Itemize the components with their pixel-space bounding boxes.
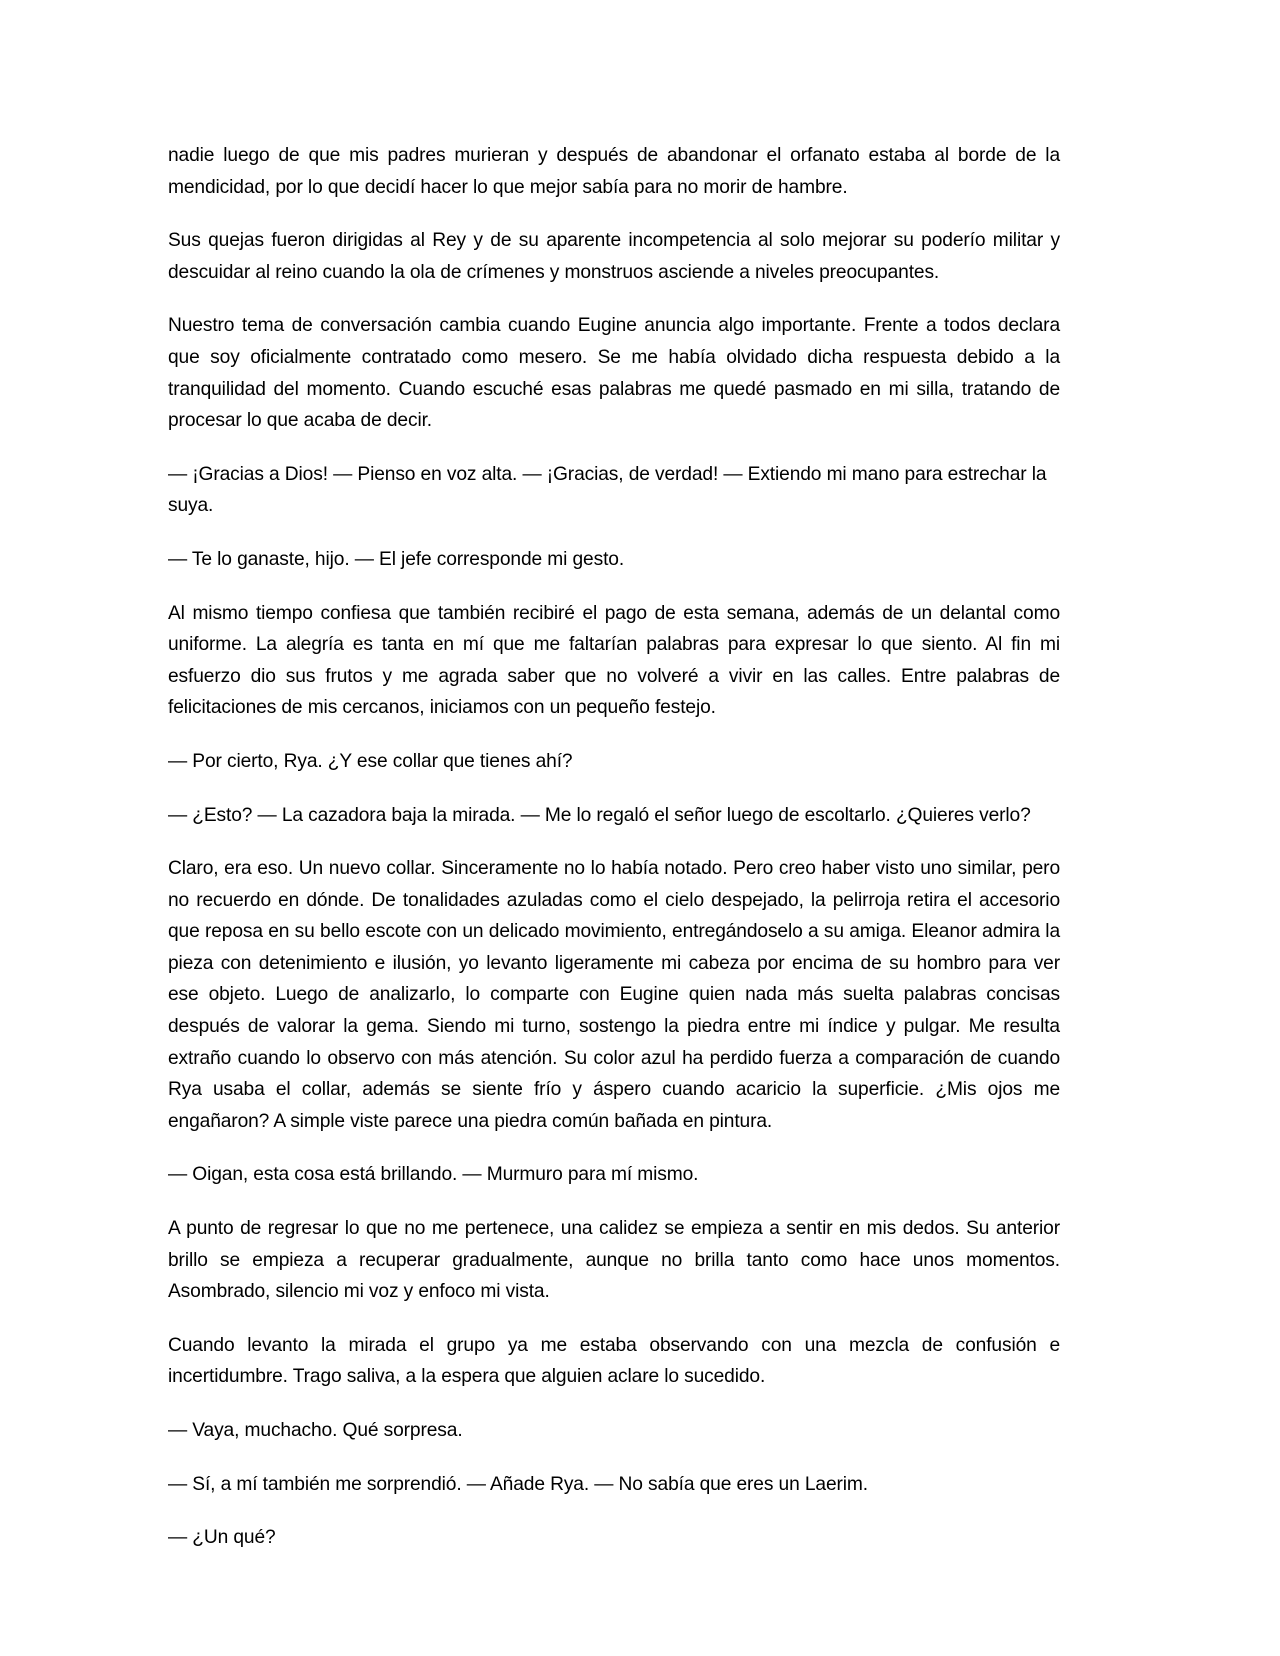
dialogue-line: — Sí, a mí también me sorprendió. — Añade Rya. — No sabía que eres un Laerim. (168, 1473, 868, 1495)
dialogue-line: — ¿Esto? — La cazadora baja la mirada. — Me lo regaló el señor luego de escoltarlo. ¿Quieres verlo? (168, 804, 1031, 826)
dialogue-line: — Por cierto, Rya. ¿Y ese collar que tienes ahí? (168, 750, 573, 772)
dialogue-line: — Oigan, esta cosa está brillando. — Murmuro para mí mismo. (168, 1164, 699, 1186)
paragraph: nadie luego de que mis padres murieran y después de abandonar el orfanato estaba al borde de la mendicidad, por lo que decidí hacer lo que mejor sabía para no morir de hambre. (168, 145, 1060, 198)
paragraph: Nuestro tema de conversación cambia cuando Eugine anuncia algo importante. Frente a todos declara que soy oficialmente contratado como mesero. Se me había olvidado dicha respuesta debido a la tranquilidad del momento. Cuando escuché esas palabras me quedé pasmado en mi silla, tratando de procesar lo que acaba de decir. (168, 315, 1060, 432)
text-column (168, 140, 1060, 1554)
paragraph: Al mismo tiempo confiesa que también recibiré el pago de esta semana, además de un delantal como uniforme. La alegría es tanta en mí que me faltarían palabras para expresar lo que siento. Al fin mi esfuerzo dio sus frutos y me agrada saber que no volveré a vivir en las calles. Entre palabras de felicitaciones de mis cercanos, iniciamos con un pequeño festejo. (168, 602, 1060, 719)
paragraph: Claro, era eso. Un nuevo collar. Sinceramente no lo había notado. Pero creo haber visto uno similar, pero no recuerdo en dónde. De tonalidades azuladas como el cielo despejado, la pelirroja retira el accesorio que reposa en su bello escote con un delicado movimiento, entregándoselo a su amiga. Eleanor admira la pieza con detenimiento e ilusión, yo levanto ligeramente mi cabeza por encima de su hombro para ver ese objeto. Luego de analizarlo, lo comparte con Eugine quien nada más suelta palabras concisas después de valorar la gema. Siendo mi turno, sostengo la piedra entre mi índice y pulgar. Me resulta extraño cuando lo observo con más atención. Su color azul ha perdido fuerza a comparación de cuando Rya usaba el collar, además se siente frío y áspero cuando acaricio la superficie. ¿Mis ojos me engañaron? A simple viste parece una piedra común bañada en pintura. (168, 858, 1060, 1132)
paragraph: A punto de regresar lo que no me pertenece, una calidez se empieza a sentir en mis dedos. Su anterior brillo se empieza a recuperar gradualmente, aunque no brilla tanto como hace unos momentos. Asombrado, silencio mi voz y enfoco mi vista. (168, 1218, 1060, 1303)
paragraph: Cuando levanto la mirada el grupo ya me estaba observando con una mezcla de confusión e incertidumbre. Trago saliva, a la espera que alguien aclare lo sucedido. (168, 1334, 1060, 1388)
dialogue-line: — Vaya, muchacho. Qué sorpresa. (168, 1420, 463, 1441)
dialogue-line: — ¿Un qué? (168, 1527, 276, 1549)
dialogue-line: — ¡Gracias a Dios! — Pienso en voz alta. — ¡Gracias, de verdad! — Extiendo mi mano para estrechar la suya. (168, 463, 1047, 517)
dialogue-line: — Te lo ganaste, hijo. — El jefe corresponde mi gesto. (168, 548, 625, 570)
paragraph: Sus quejas fueron dirigidas al Rey y de su aparente incompetencia al solo mejorar su poderío militar y descuidar al reino cuando la ola de crímenes y monstruos asciende a niveles preocupantes. (168, 230, 1060, 283)
